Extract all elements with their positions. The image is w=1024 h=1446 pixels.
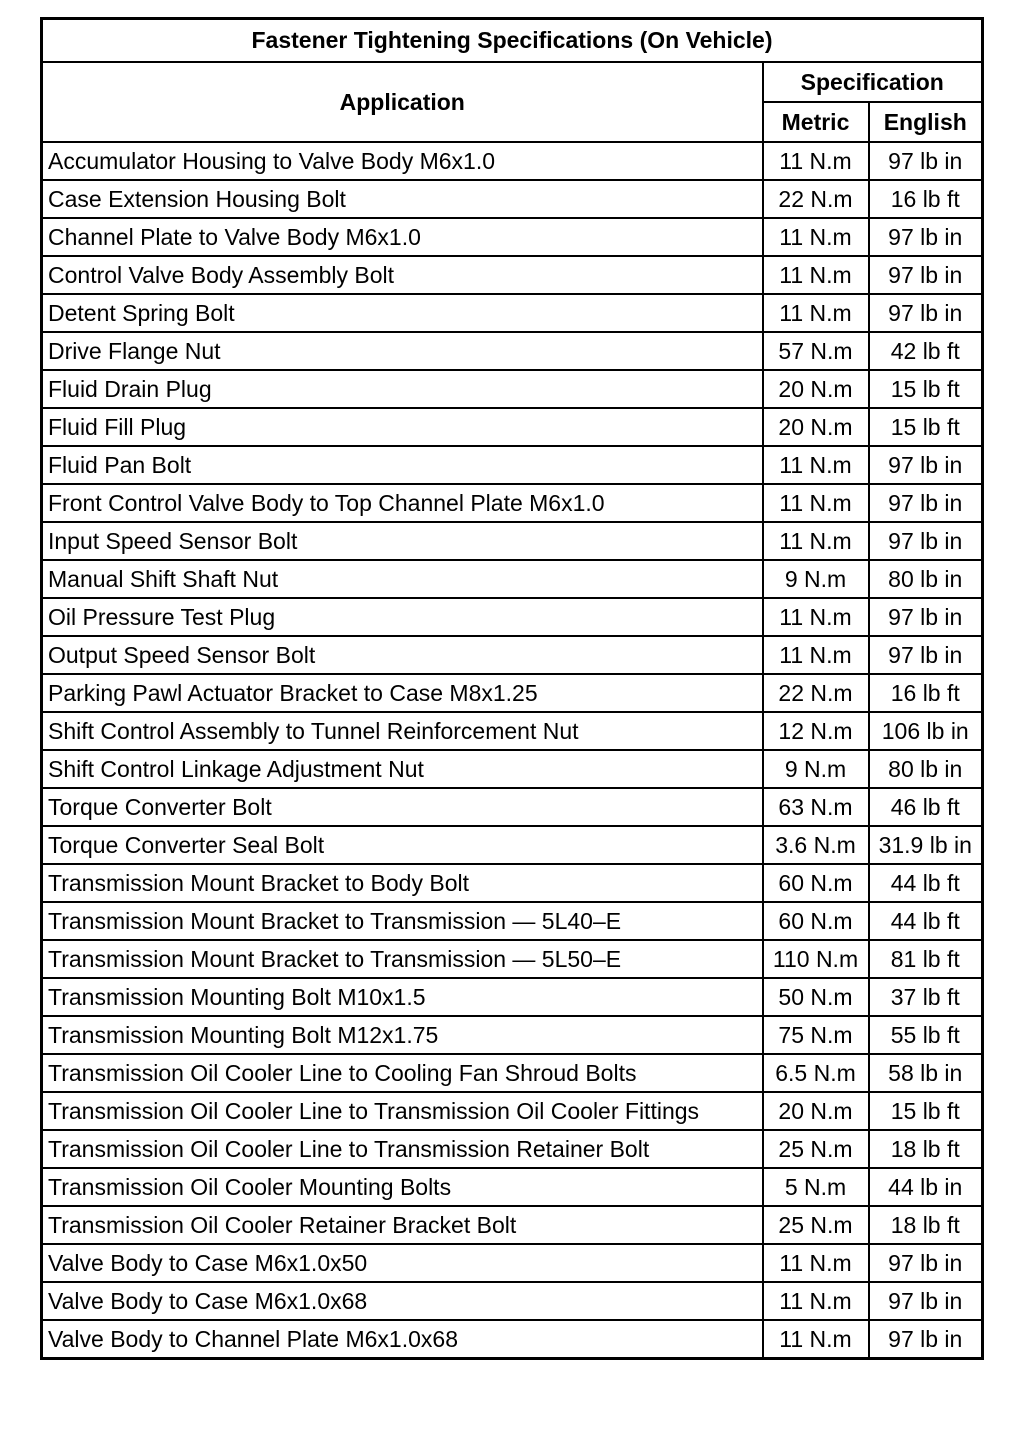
english-value-cell: 97 lb in xyxy=(869,636,983,674)
application-cell: Valve Body to Case M6x1.0x68 xyxy=(42,1282,763,1320)
application-cell: Transmission Mount Bracket to Transmission — 5L50–E xyxy=(42,940,763,978)
english-value-cell: 97 lb in xyxy=(869,256,983,294)
metric-value-cell: 63 N.m xyxy=(763,788,869,826)
application-cell: Fluid Pan Bolt xyxy=(42,446,763,484)
metric-value-cell: 11 N.m xyxy=(763,218,869,256)
application-cell: Shift Control Linkage Adjustment Nut xyxy=(42,750,763,788)
table-row xyxy=(42,864,983,902)
table-row xyxy=(42,712,983,750)
english-value-cell: 97 lb in xyxy=(869,294,983,332)
application-cell: Output Speed Sensor Bolt xyxy=(42,636,763,674)
table-row xyxy=(42,294,983,332)
english-value-cell: 42 lb ft xyxy=(869,332,983,370)
metric-value-cell: 25 N.m xyxy=(763,1130,869,1168)
metric-value-cell: 11 N.m xyxy=(763,1282,869,1320)
english-value-cell: 18 lb ft xyxy=(869,1206,983,1244)
metric-value-cell: 6.5 N.m xyxy=(763,1054,869,1092)
metric-value-cell: 25 N.m xyxy=(763,1206,869,1244)
table-row xyxy=(42,598,983,636)
metric-value-cell: 60 N.m xyxy=(763,902,869,940)
table-row xyxy=(42,1130,983,1168)
application-cell: Oil Pressure Test Plug xyxy=(42,598,763,636)
metric-value-cell: 22 N.m xyxy=(763,674,869,712)
application-cell: Channel Plate to Valve Body M6x1.0 xyxy=(42,218,763,256)
english-value-cell: 44 lb in xyxy=(869,1168,983,1206)
fastener-spec-table xyxy=(40,17,984,1360)
application-cell: Front Control Valve Body to Top Channel Plate M6x1.0 xyxy=(42,484,763,522)
header-row xyxy=(42,62,983,102)
metric-value-cell: 3.6 N.m xyxy=(763,826,869,864)
table-row xyxy=(42,788,983,826)
english-value-cell: 97 lb in xyxy=(869,598,983,636)
application-cell: Shift Control Assembly to Tunnel Reinforcement Nut xyxy=(42,712,763,750)
metric-value-cell: 57 N.m xyxy=(763,332,869,370)
table-row xyxy=(42,1016,983,1054)
english-value-cell: 97 lb in xyxy=(869,1282,983,1320)
english-value-cell: 16 lb ft xyxy=(869,674,983,712)
specification-column-header: Specification xyxy=(763,62,983,102)
english-value-cell: 80 lb in xyxy=(869,560,983,598)
metric-value-cell: 11 N.m xyxy=(763,142,869,180)
english-value-cell: 97 lb in xyxy=(869,484,983,522)
english-value-cell: 97 lb in xyxy=(869,142,983,180)
metric-value-cell: 22 N.m xyxy=(763,180,869,218)
application-cell: Manual Shift Shaft Nut xyxy=(42,560,763,598)
english-value-cell: 15 lb ft xyxy=(869,1092,983,1130)
table-row xyxy=(42,408,983,446)
english-value-cell: 80 lb in xyxy=(869,750,983,788)
application-cell: Fluid Fill Plug xyxy=(42,408,763,446)
application-cell: Control Valve Body Assembly Bolt xyxy=(42,256,763,294)
table-row xyxy=(42,636,983,674)
application-cell: Drive Flange Nut xyxy=(42,332,763,370)
metric-value-cell: 11 N.m xyxy=(763,636,869,674)
table-row xyxy=(42,256,983,294)
english-value-cell: 15 lb ft xyxy=(869,408,983,446)
metric-value-cell: 11 N.m xyxy=(763,446,869,484)
english-value-cell: 46 lb ft xyxy=(869,788,983,826)
english-value-cell: 37 lb ft xyxy=(869,978,983,1016)
table-row xyxy=(42,674,983,712)
table-row xyxy=(42,826,983,864)
metric-value-cell: 20 N.m xyxy=(763,370,869,408)
application-cell: Transmission Mount Bracket to Body Bolt xyxy=(42,864,763,902)
application-cell: Transmission Mounting Bolt M12x1.75 xyxy=(42,1016,763,1054)
title-row xyxy=(42,19,983,63)
table-row xyxy=(42,1092,983,1130)
metric-value-cell: 11 N.m xyxy=(763,522,869,560)
metric-value-cell: 5 N.m xyxy=(763,1168,869,1206)
metric-value-cell: 60 N.m xyxy=(763,864,869,902)
application-cell: Transmission Oil Cooler Line to Transmission Retainer Bolt xyxy=(42,1130,763,1168)
application-cell: Transmission Oil Cooler Line to Transmission Oil Cooler Fittings xyxy=(42,1092,763,1130)
table-row xyxy=(42,180,983,218)
metric-value-cell: 20 N.m xyxy=(763,408,869,446)
application-cell: Valve Body to Case M6x1.0x50 xyxy=(42,1244,763,1282)
table-row xyxy=(42,1054,983,1092)
english-column-header: English xyxy=(869,102,983,142)
application-cell: Transmission Oil Cooler Mounting Bolts xyxy=(42,1168,763,1206)
metric-column-header: Metric xyxy=(763,102,869,142)
metric-value-cell: 11 N.m xyxy=(763,484,869,522)
english-value-cell: 97 lb in xyxy=(869,218,983,256)
table-body xyxy=(42,142,983,1359)
metric-value-cell: 9 N.m xyxy=(763,750,869,788)
metric-value-cell: 20 N.m xyxy=(763,1092,869,1130)
english-value-cell: 55 lb ft xyxy=(869,1016,983,1054)
metric-value-cell: 11 N.m xyxy=(763,1244,869,1282)
table-row xyxy=(42,522,983,560)
metric-value-cell: 11 N.m xyxy=(763,256,869,294)
english-value-cell: 97 lb in xyxy=(869,446,983,484)
application-cell: Transmission Mounting Bolt M10x1.5 xyxy=(42,978,763,1016)
table-row xyxy=(42,142,983,180)
english-value-cell: 97 lb in xyxy=(869,522,983,560)
table-row xyxy=(42,1282,983,1320)
english-value-cell: 97 lb in xyxy=(869,1320,983,1359)
english-value-cell: 31.9 lb in xyxy=(869,826,983,864)
metric-value-cell: 11 N.m xyxy=(763,1320,869,1359)
application-cell: Fluid Drain Plug xyxy=(42,370,763,408)
application-cell: Case Extension Housing Bolt xyxy=(42,180,763,218)
table-row xyxy=(42,370,983,408)
table-row xyxy=(42,1206,983,1244)
english-value-cell: 44 lb ft xyxy=(869,902,983,940)
table-row xyxy=(42,1168,983,1206)
metric-value-cell: 110 N.m xyxy=(763,940,869,978)
metric-value-cell: 11 N.m xyxy=(763,294,869,332)
table-row xyxy=(42,560,983,598)
metric-value-cell: 9 N.m xyxy=(763,560,869,598)
english-value-cell: 15 lb ft xyxy=(869,370,983,408)
table-row xyxy=(42,218,983,256)
metric-value-cell: 75 N.m xyxy=(763,1016,869,1054)
table-row xyxy=(42,484,983,522)
english-value-cell: 44 lb ft xyxy=(869,864,983,902)
table-row xyxy=(42,1320,983,1359)
table-row xyxy=(42,750,983,788)
application-cell: Input Speed Sensor Bolt xyxy=(42,522,763,560)
table-row xyxy=(42,332,983,370)
application-column-header: Application xyxy=(42,62,763,142)
english-value-cell: 97 lb in xyxy=(869,1244,983,1282)
english-value-cell: 16 lb ft xyxy=(869,180,983,218)
application-cell: Torque Converter Bolt xyxy=(42,788,763,826)
table-row xyxy=(42,446,983,484)
application-cell: Accumulator Housing to Valve Body M6x1.0 xyxy=(42,142,763,180)
application-cell: Transmission Mount Bracket to Transmission — 5L40–E xyxy=(42,902,763,940)
application-cell: Torque Converter Seal Bolt xyxy=(42,826,763,864)
table-header xyxy=(42,19,983,143)
application-cell: Valve Body to Channel Plate M6x1.0x68 xyxy=(42,1320,763,1359)
table-row xyxy=(42,940,983,978)
metric-value-cell: 50 N.m xyxy=(763,978,869,1016)
application-cell: Transmission Oil Cooler Line to Cooling Fan Shroud Bolts xyxy=(42,1054,763,1092)
metric-value-cell: 12 N.m xyxy=(763,712,869,750)
application-cell: Detent Spring Bolt xyxy=(42,294,763,332)
english-value-cell: 58 lb in xyxy=(869,1054,983,1092)
table-row xyxy=(42,902,983,940)
english-value-cell: 18 lb ft xyxy=(869,1130,983,1168)
application-cell: Transmission Oil Cooler Retainer Bracket Bolt xyxy=(42,1206,763,1244)
application-cell: Parking Pawl Actuator Bracket to Case M8x1.25 xyxy=(42,674,763,712)
english-value-cell: 81 lb ft xyxy=(869,940,983,978)
table-row xyxy=(42,1244,983,1282)
table-row xyxy=(42,978,983,1016)
english-value-cell: 106 lb in xyxy=(869,712,983,750)
metric-value-cell: 11 N.m xyxy=(763,598,869,636)
table-title: Fastener Tightening Specifications (On Vehicle) xyxy=(42,19,983,63)
